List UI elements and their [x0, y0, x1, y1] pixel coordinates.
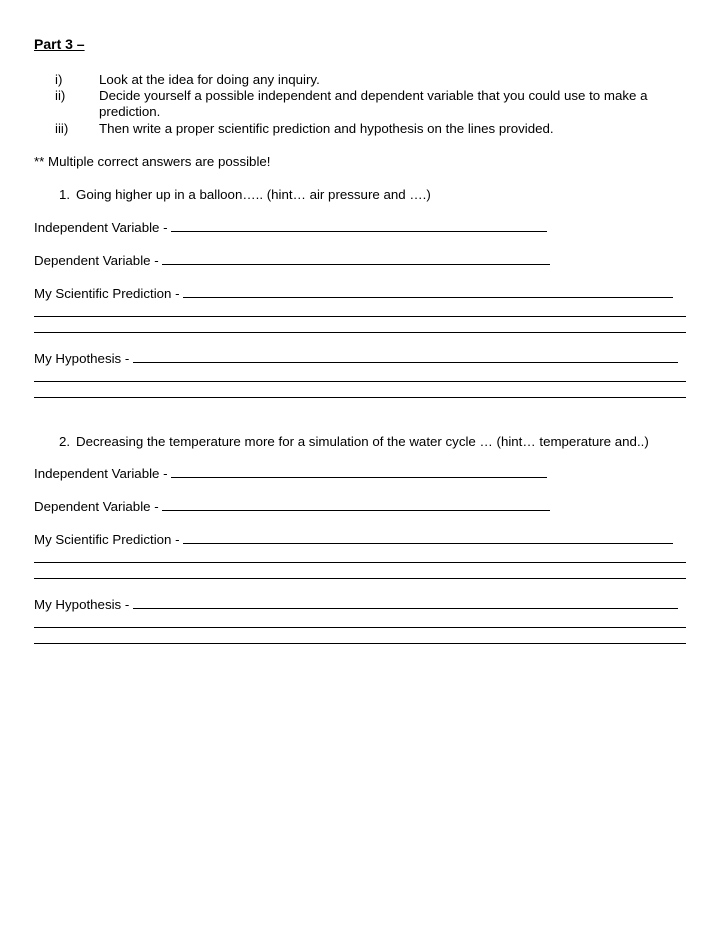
- instruction-number: ii): [55, 88, 66, 103]
- hypothesis-label: My Hypothesis -: [34, 597, 130, 612]
- instruction-number: iii): [55, 121, 69, 136]
- dependent-variable-field: [34, 499, 550, 514]
- instruction-text-continued: prediction.: [99, 104, 161, 119]
- prediction-line[interactable]: [183, 286, 673, 298]
- independent-variable-field: [34, 220, 547, 235]
- hypothesis-line[interactable]: [133, 597, 678, 609]
- hypothesis-line[interactable]: [133, 351, 678, 363]
- dependent-variable-field: [34, 253, 550, 268]
- hypothesis-answer-line[interactable]: [34, 643, 686, 644]
- instruction-number: i): [55, 72, 63, 87]
- hypothesis-label: My Hypothesis -: [34, 351, 130, 366]
- hypothesis-field: [34, 597, 678, 612]
- dependent-variable-label: Dependent Variable -: [34, 499, 159, 514]
- instruction-text: Then write a proper scientific prediction and hypothesis on the lines provided.: [99, 121, 554, 136]
- prediction-answer-line[interactable]: [34, 332, 686, 333]
- part-heading: Part 3 –: [34, 36, 85, 52]
- prediction-label: My Scientific Prediction -: [34, 532, 180, 547]
- hypothesis-answer-line[interactable]: [34, 397, 686, 398]
- dependent-variable-line[interactable]: [162, 253, 550, 265]
- independent-variable-line[interactable]: [171, 466, 547, 478]
- note-text: ** Multiple correct answers are possible!: [34, 154, 271, 169]
- question-prompt: Decreasing the temperature more for a simulation of the water cycle … (hint… temperature and..): [76, 434, 649, 449]
- independent-variable-line[interactable]: [171, 220, 547, 232]
- instruction-text: Decide yourself a possible independent and dependent variable that you could use to make a: [99, 88, 648, 103]
- dependent-variable-line[interactable]: [162, 499, 550, 511]
- prediction-label: My Scientific Prediction -: [34, 286, 180, 301]
- hypothesis-answer-line[interactable]: [34, 627, 686, 628]
- prediction-answer-line[interactable]: [34, 316, 686, 317]
- hypothesis-field: [34, 351, 678, 366]
- instruction-text: Look at the idea for doing any inquiry.: [99, 72, 320, 87]
- question-number: 1.: [59, 187, 71, 202]
- hypothesis-answer-line[interactable]: [34, 381, 686, 382]
- prediction-answer-line[interactable]: [34, 562, 686, 563]
- independent-variable-label: Independent Variable -: [34, 220, 168, 235]
- prediction-field: [34, 532, 673, 547]
- question-prompt: Going higher up in a balloon….. (hint… air pressure and ….): [76, 187, 431, 202]
- dependent-variable-label: Dependent Variable -: [34, 253, 159, 268]
- question-number: 2.: [59, 434, 71, 449]
- prediction-line[interactable]: [183, 532, 673, 544]
- prediction-field: [34, 286, 673, 301]
- independent-variable-label: Independent Variable -: [34, 466, 168, 481]
- independent-variable-field: [34, 466, 547, 481]
- prediction-answer-line[interactable]: [34, 578, 686, 579]
